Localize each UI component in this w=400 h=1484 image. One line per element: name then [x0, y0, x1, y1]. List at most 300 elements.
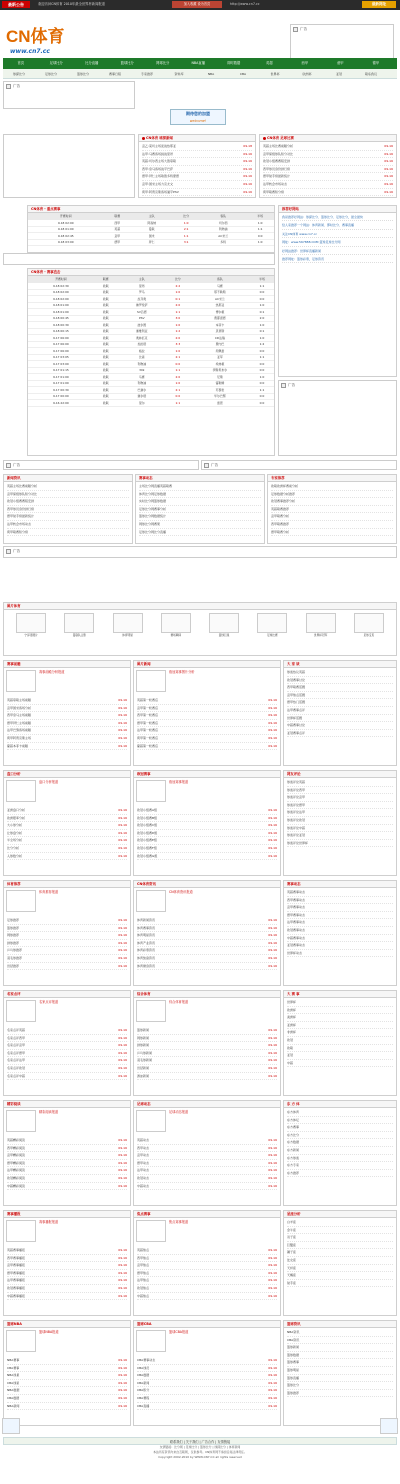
item-title[interactable]: 中超动态: [137, 1183, 150, 1188]
list-item[interactable]: [7, 1247, 127, 1255]
photo-thumb[interactable]: [64, 613, 94, 637]
subnav-item[interactable]: NBA: [207, 72, 215, 76]
item-title[interactable]: 欧冠赛事讨论: [287, 677, 306, 682]
news-item[interactable]: [263, 189, 393, 197]
item-title[interactable]: 网球新闻: [137, 1035, 150, 1040]
photo-caption[interactable]: 宁泽涛图片: [24, 633, 38, 637]
subnav-item[interactable]: 足球比分: [44, 72, 57, 76]
news-title[interactable]: 意乙:莱切主场迎战热那亚: [142, 144, 177, 148]
list-item[interactable]: [137, 940, 277, 948]
recommend-item[interactable]: 网址：www.567888.COM 篮球足球比分网: [282, 240, 393, 246]
list-item[interactable]: [137, 1035, 277, 1043]
item-title[interactable]: 欧冠小组赛D组: [137, 830, 158, 835]
list-item[interactable]: [137, 1042, 277, 1050]
list-item[interactable]: [7, 837, 127, 845]
site-logo[interactable]: [6, 26, 81, 62]
item-title[interactable]: 中超: [287, 1060, 294, 1065]
list-item[interactable]: [7, 947, 127, 955]
list-item[interactable]: [137, 1285, 277, 1293]
item-title[interactable]: 西甲皇马主场前瞻: [7, 713, 32, 718]
item-title[interactable]: 球迷评论法甲: [287, 810, 306, 815]
item-title[interactable]: 欧冠: [287, 1037, 294, 1042]
item-title[interactable]: NBA数据: [7, 1388, 20, 1393]
list-item[interactable]: [137, 1247, 277, 1255]
list-item[interactable]: [287, 1234, 393, 1242]
subnav-item[interactable]: CBA: [239, 72, 247, 76]
news-item[interactable]: [263, 166, 393, 174]
item-title[interactable]: 德甲精彩阅读: [7, 1160, 26, 1165]
list-item[interactable]: [287, 1045, 393, 1053]
list-item[interactable]: [7, 705, 127, 713]
feature-title[interactable]: CN体育资讯报道: [169, 890, 193, 894]
item-title[interactable]: 东方体坛: [287, 1117, 300, 1122]
news-title[interactable]: 西甲:皇马客场战平巴萨: [142, 166, 174, 171]
list-item[interactable]: [287, 1344, 393, 1352]
list-item[interactable]: [287, 825, 393, 833]
list-item[interactable]: [7, 712, 127, 720]
list-item[interactable]: [287, 715, 393, 723]
list-item[interactable]: [287, 1265, 393, 1273]
list-item[interactable]: [7, 845, 127, 853]
subnav-item[interactable]: 欧洲杯: [302, 72, 312, 76]
item-title[interactable]: 体育明星资讯: [137, 933, 156, 938]
feature-image[interactable]: [6, 670, 36, 692]
item-title[interactable]: 意甲焦点话题: [287, 692, 306, 697]
list-item[interactable]: [137, 1365, 277, 1373]
item-title[interactable]: 意甲焦点: [137, 1263, 150, 1268]
item-title[interactable]: 法甲赛事点评: [287, 707, 306, 712]
feature-image[interactable]: [136, 890, 166, 912]
list-item[interactable]: [7, 1262, 127, 1270]
list-item[interactable]: [137, 830, 277, 838]
feature-title[interactable]: 篮球NBA报道: [39, 1330, 59, 1334]
news-title[interactable]: 德甲:拜仁主场取胜多特蒙德: [142, 174, 180, 179]
item-title[interactable]: 巨蟹座: [287, 1242, 297, 1247]
list-item[interactable]: [137, 1380, 277, 1388]
list-item[interactable]: [7, 1145, 127, 1153]
news-title[interactable]: 法甲转会市场动态: [263, 181, 288, 186]
list-item[interactable]: [137, 845, 277, 853]
ad-strip[interactable]: [3, 253, 275, 265]
photo-thumb[interactable]: [113, 613, 143, 637]
friend-links[interactable]: 友情链接：比分网 | 足球比分 | 篮球比分 | 球探比分 | 体育新闻: [159, 1445, 241, 1449]
recommend-item[interactable]: 给人家推荐一个网站：体育新闻、即时比分、赛事直播: [282, 223, 393, 229]
item-title[interactable]: 荷甲第一轮赛后: [137, 735, 159, 740]
item-title[interactable]: CBA赛事: [7, 1365, 20, 1370]
list-item[interactable]: [137, 807, 277, 815]
nav-item[interactable]: 英超: [265, 61, 273, 65]
feature-image[interactable]: [6, 1110, 36, 1132]
nav-item[interactable]: 足球比分: [49, 61, 63, 65]
item-title[interactable]: 亚冠赛事动态: [287, 943, 306, 948]
list-item[interactable]: 篮球比分网数据统计: [139, 513, 261, 521]
item-title[interactable]: 名家点评德甲: [7, 1050, 26, 1055]
news-title[interactable]: 欧冠小组赛赛程安排: [263, 159, 291, 164]
photo-image[interactable]: [306, 613, 336, 633]
list-item[interactable]: [7, 1167, 127, 1175]
list-item[interactable]: [287, 1227, 393, 1235]
list-item[interactable]: [137, 815, 277, 823]
list-item[interactable]: 欧冠小组赛赛程安排: [7, 498, 129, 506]
list-item[interactable]: [287, 809, 393, 817]
list-item[interactable]: [287, 1280, 393, 1288]
item-title[interactable]: 德甲第一轮赛后: [137, 720, 159, 725]
recommend-item[interactable]: 推荐网址：篮球彩票，足球资讯: [282, 257, 393, 263]
list-item[interactable]: 英超主场比赛前瞻分析: [7, 483, 129, 491]
item-title[interactable]: 西甲赛事动态: [287, 897, 306, 902]
subnav-item[interactable]: 赛事日程: [108, 72, 121, 76]
list-item[interactable]: [287, 817, 393, 825]
feature-title[interactable]: 盘口分析报道: [39, 780, 59, 784]
list-item[interactable]: [287, 1147, 393, 1155]
item-title[interactable]: 世界杯话题: [287, 715, 303, 720]
item-title[interactable]: 金牛座: [287, 1227, 297, 1232]
item-title[interactable]: 东方体育: [287, 1110, 300, 1114]
photo-image[interactable]: [257, 613, 287, 633]
news-title[interactable]: 德甲射手榜最新统计: [263, 174, 291, 179]
list-item[interactable]: [137, 917, 277, 925]
new-url-button[interactable]: 最新网址: [362, 1, 396, 8]
item-title[interactable]: 天蝎座: [287, 1273, 297, 1278]
list-item[interactable]: [7, 1065, 127, 1073]
list-item[interactable]: [7, 1073, 127, 1081]
item-title[interactable]: 球迷评论意甲: [287, 795, 306, 800]
item-title[interactable]: 游泳新闻: [137, 1073, 150, 1078]
list-item[interactable]: [7, 1042, 127, 1050]
list-item[interactable]: [7, 807, 127, 815]
recommend-item[interactable]: 好网站推荐：世界杯直播新闻: [282, 249, 393, 255]
list-item[interactable]: [287, 779, 393, 787]
feature-title[interactable]: 欧冠赛事报道: [169, 780, 189, 784]
list-item[interactable]: [7, 1365, 127, 1373]
list-item[interactable]: [7, 1027, 127, 1035]
item-title[interactable]: 足球推荐: [7, 918, 20, 922]
item-title[interactable]: 德甲赛事播报: [7, 1270, 26, 1275]
item-title[interactable]: NBA资讯: [287, 1330, 300, 1334]
item-title[interactable]: CBA赛事动态: [137, 1358, 156, 1362]
item-title[interactable]: 篮球赛事: [287, 1360, 300, 1365]
item-title[interactable]: 排球新闻: [137, 1043, 150, 1048]
item-title[interactable]: 体育赛事资讯: [137, 925, 156, 930]
list-item[interactable]: [287, 1060, 393, 1068]
ad-slot[interactable]: 广告: [3, 460, 199, 470]
item-title[interactable]: 欧冠小组赛E组: [137, 838, 157, 843]
list-item[interactable]: [287, 1257, 393, 1265]
item-title[interactable]: 英超第一轮赛后: [137, 698, 159, 702]
item-title[interactable]: 西甲动态: [137, 1145, 150, 1150]
list-item[interactable]: [7, 1395, 127, 1403]
news-item[interactable]: [142, 173, 252, 181]
list-item[interactable]: [137, 697, 277, 705]
list-item[interactable]: [287, 942, 393, 950]
photo-caption[interactable]: 体育明星: [122, 633, 133, 637]
news-item[interactable]: [142, 189, 252, 197]
item-title[interactable]: 体育健身资讯: [137, 963, 156, 968]
item-title[interactable]: 球迷评论英超: [287, 780, 306, 784]
item-title[interactable]: 英超精彩阅读: [7, 1138, 26, 1142]
item-title[interactable]: 球迷评论亚冠: [287, 833, 306, 838]
item-title[interactable]: 半全场分析: [7, 838, 23, 843]
item-title[interactable]: 德甲动态: [137, 1160, 150, 1165]
list-item[interactable]: [137, 705, 277, 713]
item-title[interactable]: NBA赛事: [7, 1358, 20, 1362]
news-item[interactable]: [142, 151, 252, 159]
item-title[interactable]: 篮球数据: [287, 1352, 300, 1357]
photo-caption[interactable]: 足球宝贝: [363, 633, 375, 637]
feature-image[interactable]: [6, 780, 36, 802]
item-title[interactable]: 西甲精彩阅读: [7, 1145, 26, 1150]
item-title[interactable]: 天秤座: [287, 1265, 297, 1270]
float-ad-left[interactable]: [2, 1418, 20, 1434]
item-title[interactable]: 东方新闻: [287, 1147, 300, 1152]
news-item[interactable]: [263, 143, 393, 151]
subnav-item[interactable]: 篮球比分: [76, 72, 89, 76]
list-item[interactable]: 德甲联赛分析: [271, 529, 393, 537]
item-title[interactable]: 西甲赛事播报: [7, 1255, 26, 1260]
list-item[interactable]: [7, 815, 127, 823]
list-item[interactable]: [7, 853, 127, 861]
photo-thumb[interactable]: [209, 613, 239, 637]
list-item[interactable]: [287, 1219, 393, 1227]
nav-item[interactable]: 即时数据: [227, 61, 241, 65]
item-title[interactable]: 东方推荐: [287, 1170, 300, 1175]
item-title[interactable]: 葡超第一轮赛后: [137, 743, 159, 748]
photo-image[interactable]: [64, 613, 94, 633]
list-item[interactable]: [287, 1007, 393, 1015]
list-item[interactable]: [287, 722, 393, 730]
item-title[interactable]: 西甲焦点: [137, 1255, 150, 1260]
nav-item[interactable]: 网球比分: [156, 61, 170, 65]
list-item[interactable]: 足球比分网赛事分析: [139, 506, 261, 514]
list-item[interactable]: [137, 1160, 277, 1168]
item-title[interactable]: CBA数据: [7, 1395, 20, 1400]
item-title[interactable]: 名家点评西甲: [7, 1035, 26, 1040]
list-item[interactable]: [137, 727, 277, 735]
item-title[interactable]: 欧冠小组赛F组: [137, 845, 157, 850]
list-item[interactable]: [137, 743, 277, 751]
item-title[interactable]: 德甲拜仁主场前瞻: [7, 720, 32, 725]
item-title[interactable]: 欧冠小组赛A组: [137, 808, 158, 812]
list-item[interactable]: 西甲联赛推荐: [271, 521, 393, 529]
list-item[interactable]: [287, 1337, 393, 1345]
list-item[interactable]: [287, 1352, 393, 1360]
list-item[interactable]: [137, 720, 277, 728]
bookmark-button[interactable]: 加入收藏 设为首页: [172, 1, 222, 8]
item-title[interactable]: 乒乓球新闻: [137, 1050, 153, 1055]
photo-caption[interactable]: 足球比赛: [267, 633, 278, 637]
item-title[interactable]: 法甲第一轮赛后: [137, 728, 159, 733]
list-item[interactable]: [137, 1183, 277, 1191]
item-title[interactable]: 东方球迷: [287, 1155, 300, 1160]
list-item[interactable]: 西甲球员身价排行榜: [7, 506, 129, 514]
item-title[interactable]: 亚冠: [287, 1053, 294, 1058]
list-item[interactable]: 足球比分网比分直播: [139, 529, 261, 537]
news-title[interactable]: 荷甲联赛积分榜: [263, 189, 285, 194]
list-item[interactable]: [287, 1249, 393, 1257]
list-item[interactable]: [137, 1152, 277, 1160]
item-title[interactable]: 球迷评论世界杯: [287, 840, 309, 845]
item-title[interactable]: 欧冠动态: [137, 1175, 150, 1180]
list-item[interactable]: [7, 955, 127, 963]
feature-title[interactable]: 欧冠赛事图片分析: [169, 670, 195, 674]
list-item[interactable]: [137, 1027, 277, 1035]
item-title[interactable]: 中超赛事动态: [287, 935, 306, 940]
nav-item[interactable]: 首页: [17, 61, 25, 65]
item-title[interactable]: 英超动态: [137, 1138, 150, 1142]
nav-item[interactable]: 比分直播: [85, 61, 99, 65]
list-item[interactable]: [7, 1183, 127, 1191]
item-title[interactable]: 篮球直播: [287, 1375, 300, 1380]
list-item[interactable]: [287, 1390, 393, 1398]
news-title[interactable]: 英超:切尔西主场大胜曼联: [142, 159, 177, 164]
item-title[interactable]: 意甲赛事播报: [7, 1263, 26, 1268]
item-title[interactable]: 篮球推荐: [7, 925, 20, 930]
item-title[interactable]: 欧冠赛事动态: [287, 927, 306, 932]
list-item[interactable]: [287, 919, 393, 927]
item-title[interactable]: 欧冠赛事播报: [7, 1285, 26, 1290]
list-item[interactable]: [287, 1037, 393, 1045]
list-item[interactable]: [287, 802, 393, 810]
list-item[interactable]: [7, 1357, 127, 1365]
item-title[interactable]: 体育彩票资讯: [137, 948, 156, 953]
news-item[interactable]: [142, 181, 252, 189]
news-item[interactable]: [142, 143, 252, 151]
list-item[interactable]: [287, 730, 393, 738]
item-title[interactable]: CBA球星: [7, 1380, 20, 1385]
list-item[interactable]: [7, 830, 127, 838]
list-item[interactable]: [287, 669, 393, 677]
subnav-item[interactable]: 亚冠: [335, 72, 342, 76]
feature-title[interactable]: 赛事前瞻分析报道: [39, 670, 65, 674]
list-item[interactable]: [287, 1382, 393, 1390]
list-item[interactable]: [287, 927, 393, 935]
feature-title[interactable]: 精彩阅读报道: [39, 1110, 59, 1114]
recommend-item[interactable]: 关注CN体育 www.cn7.cc: [282, 232, 393, 238]
side-ad[interactable]: 广告: [278, 380, 397, 456]
list-item[interactable]: [287, 1155, 393, 1163]
ad-slot[interactable]: 广告: [3, 546, 397, 558]
item-title[interactable]: 田径推荐: [7, 963, 20, 968]
item-title[interactable]: 欧冠小组赛G组: [137, 853, 158, 858]
item-title[interactable]: 中超焦点: [137, 1293, 150, 1298]
list-item[interactable]: [137, 947, 277, 955]
item-title[interactable]: 世界杯动态: [287, 950, 303, 955]
subnav-item[interactable]: 专家推荐: [140, 72, 153, 76]
list-item[interactable]: [137, 1403, 277, 1411]
list-item[interactable]: [137, 1395, 277, 1403]
list-item[interactable]: [137, 1372, 277, 1380]
item-title[interactable]: 羽毛球新闻: [137, 1058, 153, 1063]
list-item[interactable]: [137, 955, 277, 963]
list-item[interactable]: [137, 1065, 277, 1073]
nav-item[interactable]: 意甲: [336, 61, 344, 65]
item-title[interactable]: 名家点评意甲: [7, 1043, 26, 1048]
item-title[interactable]: 亚冠赛事点评: [287, 730, 306, 735]
list-item[interactable]: [7, 1035, 127, 1043]
item-title[interactable]: 欧冠小组赛B组: [137, 815, 158, 820]
list-item[interactable]: 意甲联赛分析: [271, 513, 393, 521]
item-title[interactable]: 体育产业资讯: [137, 940, 156, 945]
item-title[interactable]: 球迷评论欧冠: [287, 817, 306, 822]
list-item[interactable]: 体育比分网足球数据: [139, 491, 261, 499]
feature-title[interactable]: 综合体育报道: [169, 1000, 189, 1004]
list-item[interactable]: 荷甲联赛积分榜: [7, 529, 129, 537]
list-item[interactable]: [287, 1124, 393, 1132]
item-title[interactable]: 英超焦点: [137, 1248, 150, 1252]
item-title[interactable]: 欧冠焦点: [137, 1285, 150, 1290]
item-title[interactable]: 东方数据: [287, 1140, 300, 1145]
item-title[interactable]: 法甲赛事播报: [7, 1278, 26, 1283]
list-item[interactable]: [287, 1052, 393, 1060]
item-title[interactable]: 东方赛事: [287, 1125, 300, 1130]
item-title[interactable]: 欧联: [287, 1045, 294, 1050]
item-title[interactable]: 欧洲杯: [287, 1007, 297, 1012]
list-item[interactable]: [287, 912, 393, 920]
list-item[interactable]: [287, 904, 393, 912]
list-item[interactable]: [287, 889, 393, 897]
feature-image[interactable]: [6, 1000, 36, 1022]
list-item[interactable]: [7, 822, 127, 830]
list-item[interactable]: [137, 1387, 277, 1395]
item-title[interactable]: 让球盘分析: [7, 830, 23, 835]
news-item[interactable]: [263, 173, 393, 181]
item-title[interactable]: 美洲杯: [287, 1015, 297, 1020]
ad-slot[interactable]: 广告: [3, 81, 135, 109]
item-title[interactable]: 亚洲杯: [287, 1022, 297, 1027]
item-title[interactable]: 羽毛球推荐: [7, 955, 23, 960]
item-title[interactable]: 乒乓球推荐: [7, 948, 23, 953]
news-item[interactable]: [142, 166, 252, 174]
feature-image[interactable]: [3, 134, 135, 198]
list-item[interactable]: [7, 940, 127, 948]
list-item[interactable]: 欧联欧洲杯赛前分析: [271, 483, 393, 491]
list-item[interactable]: [287, 935, 393, 943]
item-title[interactable]: 欧洲赔率分析: [7, 815, 26, 820]
subnav-item[interactable]: 资料库: [174, 72, 184, 76]
subnav-item[interactable]: 联系我们: [364, 72, 377, 76]
item-title[interactable]: NBA球星: [7, 1373, 20, 1378]
list-item[interactable]: [7, 1160, 127, 1168]
list-item[interactable]: [287, 707, 393, 715]
item-title[interactable]: 意甲第一轮赛后: [137, 705, 159, 710]
item-title[interactable]: 英超赛事动态: [287, 890, 306, 894]
list-item[interactable]: [287, 1132, 393, 1140]
list-item[interactable]: [287, 684, 393, 692]
item-title[interactable]: 德甲热门话题: [287, 700, 306, 705]
news-item[interactable]: [263, 158, 393, 166]
nav-item[interactable]: 德甲: [372, 61, 380, 65]
item-title[interactable]: 名家点评英超: [7, 1028, 26, 1032]
item-title[interactable]: 名家点评欧冠: [7, 1065, 26, 1070]
list-item[interactable]: [287, 1329, 393, 1337]
nav-item[interactable]: 西甲: [301, 61, 309, 65]
item-title[interactable]: 意甲国米客场分析: [7, 705, 32, 710]
list-item[interactable]: [137, 1255, 277, 1263]
photo-thumb[interactable]: [257, 613, 287, 637]
list-item[interactable]: [137, 1050, 277, 1058]
list-item[interactable]: [7, 1293, 127, 1301]
list-item[interactable]: [137, 963, 277, 971]
photo-image[interactable]: [161, 613, 191, 633]
news-item[interactable]: [263, 181, 393, 189]
list-item[interactable]: [287, 692, 393, 700]
list-item[interactable]: [137, 837, 277, 845]
feature-title[interactable]: 体育推荐报道: [39, 890, 59, 894]
photo-image[interactable]: [354, 613, 384, 633]
list-item[interactable]: [7, 735, 127, 743]
feature-image[interactable]: [136, 1110, 166, 1132]
list-item[interactable]: [287, 897, 393, 905]
